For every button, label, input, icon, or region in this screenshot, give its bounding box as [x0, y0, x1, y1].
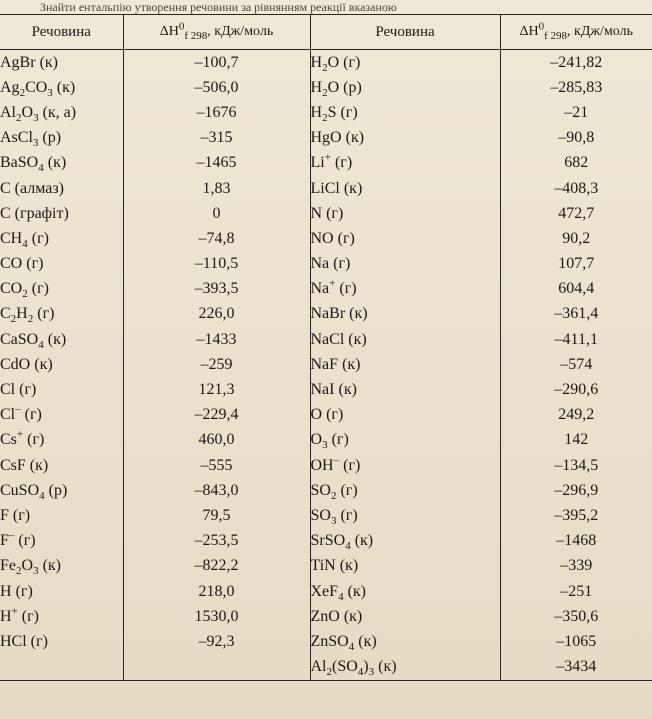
enthalpy-cell-right: –350,6 — [500, 604, 652, 629]
enthalpy-cell-left: –110,5 — [123, 252, 310, 277]
table-row — [0, 201, 652, 226]
formula-part: SrSO — [310, 532, 346, 550]
table-body — [0, 50, 652, 681]
substance-cell-right — [310, 176, 500, 201]
physical-state: (г) — [33, 305, 55, 323]
physical-state: (г) — [339, 456, 361, 474]
formula-part: 3 — [330, 515, 337, 528]
physical-state: (к) — [338, 355, 361, 373]
formula-part: Na — [310, 280, 330, 298]
enthalpy-cell-right: –361,4 — [500, 302, 652, 327]
formula-part: H — [0, 607, 12, 625]
table-row — [0, 151, 652, 176]
formula-part: CaSO — [0, 330, 39, 348]
enthalpy-cell-left: –92,3 — [123, 629, 310, 654]
substance-cell-right — [310, 50, 500, 76]
formula-part: + — [324, 152, 331, 165]
physical-state: (р) — [44, 481, 68, 499]
formula-part: SO — [310, 481, 331, 499]
table-row — [0, 226, 652, 251]
substance-cell-right — [310, 277, 500, 302]
physical-state: (г) — [15, 381, 37, 399]
formula-part: 2 — [330, 489, 337, 502]
enthalpy-cell-right: 90,2 — [500, 226, 652, 251]
table-row — [0, 50, 652, 76]
physical-state: (р) — [339, 78, 362, 96]
table-row — [0, 529, 652, 554]
substance-cell-right — [310, 428, 500, 453]
formula-part: CH — [0, 229, 23, 247]
formula-part: 3 — [47, 86, 53, 99]
formula-part: Ag — [0, 78, 20, 96]
enthalpy-cell-left: 226,0 — [123, 302, 310, 327]
formula-part: XeF — [310, 582, 339, 600]
table-row — [0, 629, 652, 654]
substance-cell-left — [0, 201, 123, 226]
physical-state: (алмаз) — [10, 179, 64, 197]
substance-cell-left — [0, 529, 123, 554]
physical-state: (г) — [339, 53, 361, 71]
enthalpy-cell-right: 107,7 — [500, 252, 652, 277]
formula-part: CdO — [0, 355, 31, 373]
formula-part: 2 — [322, 86, 328, 99]
formula-part: 3 — [32, 137, 39, 150]
formula-part: 2 — [322, 112, 328, 125]
table-row — [0, 503, 652, 528]
formula-part: 4 — [348, 641, 355, 654]
physical-state: (г) — [333, 229, 355, 247]
formula-part: O — [327, 53, 340, 71]
enthalpy-cell-left: –253,5 — [123, 529, 310, 554]
enthalpy-cell-left: –1676 — [123, 100, 310, 125]
physical-state: (г) — [22, 255, 44, 273]
physical-state: (к) — [35, 53, 58, 71]
substance-cell-left — [0, 352, 123, 377]
formula-part: – — [15, 403, 21, 416]
formula-part: AsCl — [0, 129, 33, 147]
formula-part: 4 — [38, 162, 44, 175]
substance-cell-left — [0, 453, 123, 478]
physical-state: (к) — [343, 582, 366, 600]
formula-part: Cl — [0, 381, 16, 399]
formula-part: 2 — [322, 61, 328, 74]
formula-part: CuSO — [0, 481, 40, 499]
enthalpy-cell-right: –1065 — [500, 629, 652, 654]
formula-part: Cs — [0, 431, 17, 449]
formula-part: 3 — [33, 565, 39, 578]
formula-part: + — [329, 277, 336, 290]
enthalpy-cell-right: –21 — [500, 100, 652, 125]
formula-part: CO — [0, 280, 23, 298]
physical-state: (к) — [25, 456, 49, 474]
enthalpy-cell-left: –315 — [123, 126, 310, 151]
formula-part: 3 — [322, 439, 328, 452]
enthalpy-cell-left: –100,7 — [123, 50, 310, 76]
table-row — [0, 453, 652, 478]
substance-cell-right — [310, 226, 500, 251]
physical-state: (г) — [27, 229, 49, 247]
formula-part: NaI — [310, 381, 335, 399]
formula-part: CsF — [0, 456, 26, 474]
enthalpy-cell-right: –408,3 — [500, 176, 652, 201]
table-row — [0, 176, 652, 201]
table-row — [0, 377, 652, 402]
substance-cell-left — [0, 503, 123, 528]
formula-part: O — [310, 406, 323, 424]
formula-part: O — [21, 103, 34, 121]
formula-part: H — [310, 53, 323, 71]
formula-part: + — [16, 429, 24, 442]
substance-cell-left — [0, 176, 123, 201]
table-row — [0, 604, 652, 629]
header-enthalpy-left — [123, 15, 310, 50]
enthalpy-cell-right: –339 — [500, 554, 652, 579]
physical-state: (к) — [335, 557, 359, 575]
enthalpy-cell-left: 1530,0 — [123, 604, 310, 629]
header-enthalpy-right — [500, 15, 652, 50]
enthalpy-cell-left: –555 — [123, 453, 310, 478]
formula-part: Na — [310, 255, 330, 273]
formula-part: – — [8, 529, 15, 542]
substance-cell-right — [310, 503, 500, 528]
table-row — [0, 277, 652, 302]
substance-cell-left — [0, 554, 123, 579]
substance-cell-left — [0, 151, 123, 176]
formula-part: – — [333, 454, 340, 467]
enthalpy-cell-left: –1465 — [123, 151, 310, 176]
formula-part: F — [0, 506, 9, 524]
formula-part: 4 — [338, 590, 344, 603]
formula-part: 2 — [27, 313, 34, 326]
formula-part: O — [327, 78, 340, 96]
enthalpy-cell-left — [123, 655, 310, 681]
physical-state: (г) — [335, 280, 357, 298]
physical-state: (к) — [350, 532, 374, 550]
table-row — [0, 100, 652, 125]
dh-sub: f 298 — [544, 29, 568, 42]
formula-part: NaF — [310, 355, 339, 373]
substance-cell-right — [310, 201, 500, 226]
physical-state: (г) — [336, 103, 358, 121]
substance-cell-right — [310, 453, 500, 478]
enthalpy-cell-right: –251 — [500, 579, 652, 604]
formula-part: ) — [363, 658, 369, 676]
formula-part: CO — [0, 255, 23, 273]
table-row — [0, 352, 652, 377]
physical-state: (г) — [330, 154, 353, 172]
formula-part: 2 — [22, 288, 28, 301]
substance-cell-right — [310, 100, 500, 125]
formula-part: CO — [25, 78, 48, 96]
physical-state: (к) — [345, 305, 368, 323]
formula-part: 2 — [19, 86, 26, 99]
physical-state: (г) — [14, 532, 36, 550]
table-row — [0, 655, 652, 681]
substance-cell-left — [0, 302, 123, 327]
formula-part: H — [310, 78, 323, 96]
table-row — [0, 478, 652, 503]
substance-cell-right — [310, 151, 500, 176]
formula-part: 2 — [326, 666, 332, 679]
formula-part: 4 — [357, 666, 364, 679]
physical-state: (к) — [30, 355, 53, 373]
substance-cell-right — [310, 579, 500, 604]
physical-state: (к) — [341, 129, 365, 147]
substance-cell-left — [0, 604, 123, 629]
substance-cell-left — [0, 226, 123, 251]
physical-state: (г) — [17, 607, 39, 625]
formula-part: S — [327, 103, 337, 121]
table-row — [0, 403, 652, 428]
enthalpy-cell-right: 249,2 — [500, 403, 652, 428]
physical-state: (г) — [327, 431, 349, 449]
physical-state: (г) — [322, 406, 344, 424]
substance-cell-left — [0, 327, 123, 352]
enthalpy-cell-right: 604,4 — [500, 277, 652, 302]
physical-state: (г) — [8, 506, 31, 524]
enthalpy-cell-left: –843,0 — [123, 478, 310, 503]
formula-part: 3 — [368, 666, 375, 679]
substance-cell-left — [0, 75, 123, 100]
formula-part: AgBr — [0, 53, 36, 71]
physical-state: (г) — [26, 632, 48, 650]
substance-cell-left — [0, 252, 123, 277]
enthalpy-cell-right: 472,7 — [500, 201, 652, 226]
enthalpy-cell-left: 0 — [123, 201, 310, 226]
formula-part: BaSO — [0, 154, 39, 172]
substance-cell-left — [0, 377, 123, 402]
physical-state: (к) — [344, 330, 367, 348]
enthalpy-cell-right: –290,6 — [500, 377, 652, 402]
header-substance-right: Речовина — [310, 15, 500, 50]
substance-cell-left — [0, 403, 123, 428]
enthalpy-cell-right: –574 — [500, 352, 652, 377]
substance-cell-right — [310, 403, 500, 428]
enthalpy-cell-left: –393,5 — [123, 277, 310, 302]
physical-state: (к) — [339, 179, 363, 197]
substance-cell-right — [310, 529, 500, 554]
physical-state: (г) — [329, 255, 351, 273]
physical-state: (г) — [27, 280, 49, 298]
formula-part: TiN — [310, 557, 336, 575]
formula-part: H — [16, 305, 28, 323]
formula-part: H — [310, 103, 323, 121]
table-row — [0, 579, 652, 604]
substance-cell-right — [310, 302, 500, 327]
substance-cell-right — [310, 327, 500, 352]
table-row — [0, 327, 652, 352]
header-substance-left: Речовина — [0, 15, 123, 50]
enthalpy-cell-right: 142 — [500, 428, 652, 453]
enthalpy-cell-left: –506,0 — [123, 75, 310, 100]
physical-state: (г) — [336, 481, 358, 499]
table-header-row — [0, 15, 652, 50]
dh-symbol: ΔH — [159, 24, 179, 39]
substance-cell-right — [310, 655, 500, 681]
table-row — [0, 75, 652, 100]
physical-state: (г) — [11, 582, 33, 600]
formula-part: F — [0, 532, 9, 550]
enthalpy-cell-left: 218,0 — [123, 579, 310, 604]
physical-state: (г) — [336, 506, 358, 524]
formula-part: C — [0, 305, 11, 323]
formula-part: 2 — [10, 313, 17, 326]
substance-cell-right — [310, 377, 500, 402]
physical-state: (к) — [52, 78, 76, 96]
substance-cell-right — [310, 629, 500, 654]
dh-unit: , кДж/моль — [207, 24, 274, 39]
substance-cell-left — [0, 126, 123, 151]
substance-cell-left — [0, 629, 123, 654]
formula-part: + — [11, 605, 18, 618]
substance-cell-left — [0, 478, 123, 503]
substance-cell-left — [0, 277, 123, 302]
table-row — [0, 302, 652, 327]
formula-part: O — [310, 431, 323, 449]
formula-part: C — [0, 179, 11, 197]
substance-cell-left — [0, 50, 123, 76]
enthalpy-cell-left: –74,8 — [123, 226, 310, 251]
formula-part: OH — [310, 456, 334, 474]
dh-unit: , кДж/моль — [567, 24, 633, 39]
substance-cell-right — [310, 478, 500, 503]
physical-state: (к) — [339, 607, 363, 625]
enthalpy-cell-right: –411,1 — [500, 327, 652, 352]
formula-part: Cl — [0, 406, 16, 424]
substance-cell-right — [310, 252, 500, 277]
formula-part: 2 — [16, 112, 22, 125]
enthalpy-cell-left: –259 — [123, 352, 310, 377]
enthalpy-cell-right: –1468 — [500, 529, 652, 554]
enthalpy-cell-right: –3434 — [500, 655, 652, 681]
physical-state: (г) — [23, 431, 45, 449]
formula-part: HgO — [310, 129, 342, 147]
substance-cell-right — [310, 126, 500, 151]
substance-cell-right — [310, 604, 500, 629]
dh-super: 0 — [178, 20, 185, 33]
substance-cell-right — [310, 554, 500, 579]
enthalpy-cell-right: –241,82 — [500, 50, 652, 76]
table-row — [0, 126, 652, 151]
formula-part: Fe — [0, 557, 16, 575]
enthalpy-cell-right: –90,8 — [500, 126, 652, 151]
physical-state: (к, а) — [38, 103, 77, 121]
enthalpy-cell-left: 1,83 — [123, 176, 310, 201]
formula-part: 2 — [16, 565, 22, 578]
formula-part: Al — [0, 103, 16, 121]
formula-part: Al — [310, 658, 327, 676]
physical-state: (к) — [334, 381, 357, 399]
enthalpy-cell-left: –822,2 — [123, 554, 310, 579]
formula-part: HCl — [0, 632, 27, 650]
formula-part: N — [310, 204, 323, 222]
physical-state: (к) — [354, 632, 377, 650]
table-row — [0, 554, 652, 579]
formula-part: H — [0, 582, 12, 600]
physical-state: (г) — [20, 406, 42, 424]
thermo-table — [0, 14, 652, 681]
formula-part: SO — [310, 506, 331, 524]
physical-state: (к) — [43, 330, 67, 348]
formula-part: LiCl — [310, 179, 340, 197]
physical-state: (к) — [38, 557, 61, 575]
physical-state: (р) — [38, 129, 62, 147]
formula-part: 4 — [38, 338, 44, 351]
enthalpy-cell-right: –296,9 — [500, 478, 652, 503]
formula-part: (SO — [332, 658, 358, 676]
formula-part: ZnSO — [310, 632, 349, 650]
enthalpy-cell-left: 460,0 — [123, 428, 310, 453]
substance-cell-left — [0, 655, 123, 681]
top-text-fragment: Знайти ентальпію утворення речовини за рівнянням реакції вказаною — [40, 0, 397, 14]
formula-part: Li — [310, 154, 325, 172]
enthalpy-cell-left: 79,5 — [123, 503, 310, 528]
substance-cell-right — [310, 75, 500, 100]
formula-part: NO — [310, 229, 334, 247]
physical-state: (г) — [322, 204, 344, 222]
formula-part: 4 — [22, 238, 28, 251]
dh-sub: f 298 — [184, 29, 208, 42]
formula-part: 3 — [33, 112, 39, 125]
physical-state: (к) — [374, 658, 397, 676]
formula-part: O — [21, 557, 34, 575]
enthalpy-cell-right: –285,83 — [500, 75, 652, 100]
substance-cell-right — [310, 352, 500, 377]
enthalpy-cell-left: –229,4 — [123, 403, 310, 428]
formula-part: NaBr — [310, 305, 346, 323]
dh-super: 0 — [538, 20, 545, 33]
enthalpy-cell-right: –395,2 — [500, 503, 652, 528]
enthalpy-cell-left: –1433 — [123, 327, 310, 352]
enthalpy-cell-left: 121,3 — [123, 377, 310, 402]
formula-part: ZnO — [310, 607, 340, 625]
physical-state: (графіт) — [10, 204, 69, 222]
formula-part: NaCl — [310, 330, 345, 348]
table-row — [0, 428, 652, 453]
enthalpy-cell-right: –134,5 — [500, 453, 652, 478]
dh-symbol: ΔH — [519, 24, 539, 39]
table-row — [0, 252, 652, 277]
substance-cell-left — [0, 579, 123, 604]
formula-part: C — [0, 204, 11, 222]
formula-part: 4 — [345, 540, 351, 553]
substance-cell-left — [0, 100, 123, 125]
substance-cell-left — [0, 428, 123, 453]
enthalpy-cell-right: 682 — [500, 151, 652, 176]
physical-state: (к) — [43, 154, 67, 172]
formula-part: 4 — [39, 489, 45, 502]
